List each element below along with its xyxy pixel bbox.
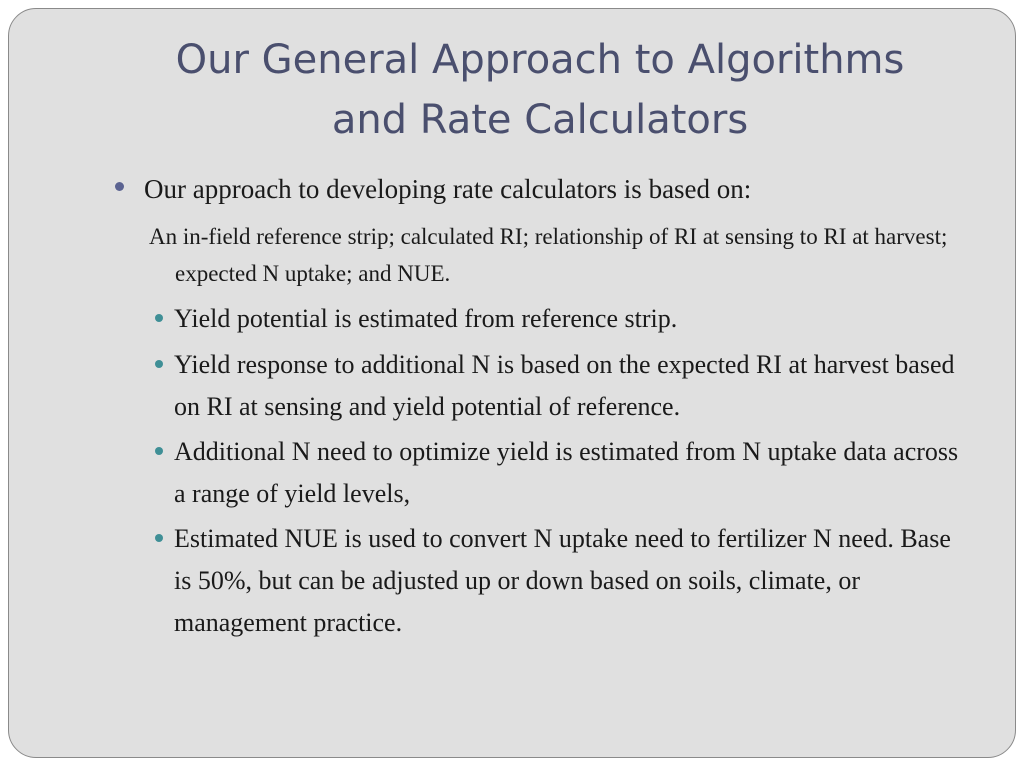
intro-detail: An in-field reference strip; calculated RI; relationship of RI at sensing to RI at harvest; expected N uptake; and NUE. <box>149 224 948 286</box>
sub-bullet-yield-potential: Yield potential is estimated from reference strip. <box>174 304 678 333</box>
bullet-dot-icon <box>115 182 124 191</box>
sub-bullet-nue: Estimated NUE is used to convert N uptake need to fertilizer N need. Base is 50%, but can be adjusted up or down based on soils, climate, or management practice. <box>174 524 951 637</box>
bullet-dot-icon <box>155 360 163 368</box>
title-line-2: and Rate Calculators <box>331 97 749 143</box>
bullet-dot-icon <box>155 447 163 455</box>
title-line-1: Our General Approach to Algorithms <box>175 37 905 83</box>
bullet-dot-icon <box>155 314 163 322</box>
sub-bullet-yield-response: Yield response to additional N is based on the expected RI at harvest based on RI at sensing and yield potential of reference. <box>174 350 955 421</box>
bullet-dot-icon <box>155 534 163 542</box>
slide-title <box>40 30 1024 150</box>
sub-bullet-additional-n: Additional N need to optimize yield is estimated from N uptake data across a range of yield levels, <box>174 437 959 508</box>
intro-bullet: Our approach to developing rate calculators is based on: <box>144 174 752 204</box>
